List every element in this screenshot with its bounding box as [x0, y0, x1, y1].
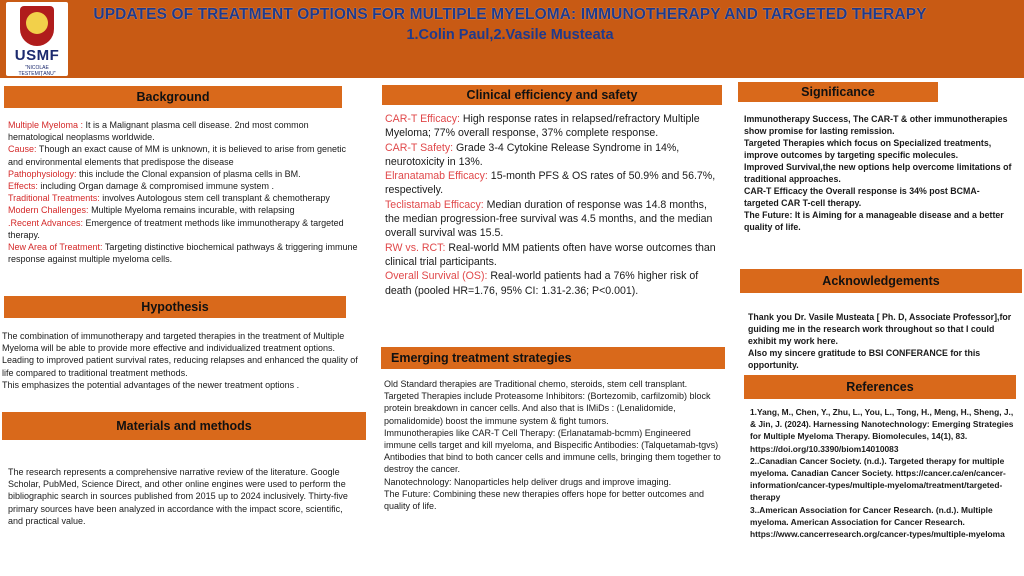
acknowledgements-paragraph: Also my sincere gratitude to BSI CONFERANCE for this opportunity. — [748, 348, 981, 370]
background-item: Effects: including Organ damage & compromised immune system . — [8, 181, 274, 192]
clinical-item: RW vs. RCT: Real-world MM patients often have worse outcomes than clinical trial participants. — [385, 241, 716, 268]
emerging-paragraph: Nanotechnology: Nanoparticles help deliver drugs and improve imaging. — [384, 476, 672, 487]
emerging-paragraph: Targeted Therapies include Proteasome Inhibitors: (Bortezomib, carfilzomib) block protein breakdown in cancer cells. And also that is IMiDs : (Lenalidomide, pomalidomide) boost the immune system & fight tumors. — [384, 391, 711, 426]
emerging-paragraph: Old Standard therapies are Traditional chemo, steroids, stem cell transplant. — [384, 379, 688, 389]
clinical-heading: Clinical efficiency and safety — [382, 85, 722, 105]
significance-body — [744, 113, 1012, 233]
poster-title: UPDATES OF TREATMENT OPTIONS FOR MULTIPLE MYELOMA: IMMUNOTHERAPY AND TARGETED THERAPY — [93, 6, 927, 23]
hypothesis-paragraph: This emphasizes the potential advantages of the newer treatment options . — [2, 379, 300, 390]
significance-paragraph: Immunotherapy Success, The CAR-T & other immunotherapies show promise for lasting remission. — [744, 114, 1008, 136]
clinical-item: CAR-T Efficacy: High response rates in relapsed/refractory Multiple Myeloma; 77% overall response, 37% complete response. — [385, 113, 700, 140]
hypothesis-heading: Hypothesis — [4, 296, 346, 318]
logo-subtext: "NICOLAE TESTEMIȚANU" — [18, 65, 56, 77]
significance-paragraph: The Future: It is Aiming for a manageable disease and a better quality of life. — [744, 210, 1004, 232]
clinical-item: Elranatamab Efficacy: 15-month PFS & OS rates of 50.9% and 56.7%, respectively. — [385, 170, 716, 197]
emerging-heading: Emerging treatment strategies — [381, 347, 725, 369]
clinical-item: Overall Survival (OS): Real-world patients had a 76% higher risk of death (pooled HR=1.76, 95% CI: 1.31-2.36; P<0.001). — [385, 270, 699, 297]
poster-header — [0, 0, 1024, 78]
acknowledgements-paragraph: Thank you Dr. Vasile Musteata [ Ph. D, Associate Professor],for guiding me in the research work throughout so that I could exhibit my work here. — [748, 312, 1012, 346]
background-heading: Background — [4, 86, 342, 108]
significance-paragraph: Targeted Therapies which focus on Specialized treatments, improve outcomes by targeting specific molecules. — [744, 138, 992, 160]
reference-item: 2..Canadian Cancer Society. (n.d.). Targeted therapy for multiple myeloma. Canadian Cancer Society. https://cancer.ca/en/cancer-information/cancer-types/multiple-myeloma/treatment/targeted-therapy — [750, 455, 1006, 503]
reference-item: 3..American Association for Cancer Research. (n.d.). Multiple myeloma. American Association for Cancer Research. https://www.cancerresearch.org/cancer-types/multiple-myeloma — [750, 504, 1005, 540]
emerging-paragraph: The Future: Combining these new therapies offers hope for better outcomes and quality of life. — [384, 488, 705, 512]
emerging-paragraph: Immunotherapies like CAR-T Cell Therapy: (Erlanatamab-bcmm) Engineered immune cells target and kill myeloma, and Bispecific Antibodies: (Talquetamab-tgvs) Antibodies that bind to both cancer cells and immune cells, bringing them together to destroy the cancer. — [384, 427, 721, 475]
background-item: Multiple Myeloma : It is a Malignant plasma cell disease. 2nd most common hematological neoplasms worldwide. — [8, 120, 309, 143]
logo-text: USMF — [14, 47, 60, 64]
emerging-body — [384, 378, 724, 512]
significance-paragraph: CAR-T Efficacy the Overall response is 34% post BCMA-targeted CAR T-cell therapy. — [744, 186, 980, 208]
background-item: Modern Challenges: Multiple Myeloma remains incurable, with relapsing — [8, 205, 295, 216]
background-item: Cause: Though an exact cause of MM is unknown, it is believed to arise from genetic and environmental elements that predispose the disease — [8, 144, 347, 167]
university-logo — [6, 2, 68, 76]
hypothesis-paragraph: Leading to improved patient survival rates, reducing relapses and enhanced the quality of life compared to traditional treatment methods. — [2, 355, 358, 378]
clinical-item: Teclistamab Efficacy: Median duration of response was 14.8 months, the median progression-free survival was 4.5 months, and the median overall survival was 15.5. — [385, 198, 713, 240]
background-body — [8, 119, 358, 265]
materials-text: The research represents a comprehensive narrative review of the literature. Google Scholar, PubMed, Science Direct, and other online engines were used to perform the bibliographic search in sources published from 2015 up to 2024 inclusively. Thirty-five primary sources have been analyzed in accordance with the impact score, scientific, and practical value. — [8, 467, 348, 526]
background-item: Traditional Treatments: involves Autologous stem cell transplant & chemotherapy — [8, 193, 330, 204]
background-item: New Area of Treatment: Targeting distinctive biochemical pathways & triggering immune response against multiple myeloma cells. — [8, 242, 358, 265]
poster-authors: 1.Colin Paul,2.Vasile Musteata — [406, 27, 614, 43]
significance-paragraph: Improved Survival,the new options help overcome limitations of traditional approaches. — [744, 162, 1012, 184]
background-item: .Recent Advances: Emergence of treatment methods like immunotherapy & targeted therapy. — [8, 217, 344, 240]
crest-icon — [20, 6, 54, 46]
hypothesis-body — [2, 330, 362, 391]
materials-body — [8, 466, 358, 527]
acknowledgements-body — [748, 311, 1020, 371]
background-item: Pathophysiology: this include the Clonal expansion of plasma cells in BM. — [8, 168, 301, 179]
reference-item: 1.Yang, M., Chen, Y., Zhu, L., You, L., Tong, H., Meng, H., Sheng, J., & Jin, J. (2024). Harnessing Nanotechnology: Emerging Strategies for Multiple Myeloma Therapy. Biomolecules, 14(1), 83. https://doi.org/10.3390/biom14010083 — [750, 407, 1014, 454]
clinical-body — [385, 112, 721, 298]
materials-heading: Materials and methods — [2, 412, 366, 440]
hypothesis-paragraph: The combination of immunotherapy and targeted therapies in the treatment of Multiple Myeloma will be able to provide more effective and individualized treatment options. — [2, 331, 345, 354]
references-heading: References — [744, 375, 1016, 399]
clinical-item: CAR-T Safety: Grade 3-4 Cytokine Release Syndrome in 14%, neurotoxicity in 13%. — [385, 141, 680, 168]
acknowledgements-heading: Acknowledgements — [740, 269, 1022, 293]
references-body — [750, 406, 1020, 540]
significance-heading: Significance — [738, 82, 938, 102]
